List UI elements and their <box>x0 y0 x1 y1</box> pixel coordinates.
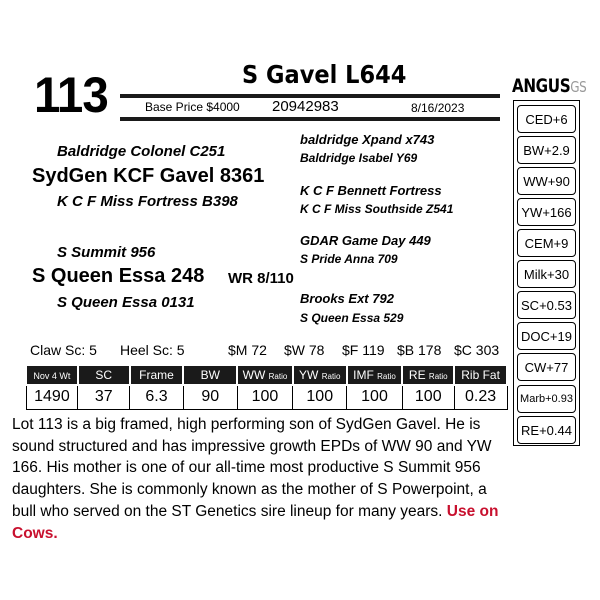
table-header-row <box>26 365 507 385</box>
pedigree-ds-dam: S Pride Anna 709 <box>300 252 398 266</box>
epd-re: RE+0.44 <box>517 416 576 444</box>
table-cell: 100 <box>237 385 293 409</box>
column-header-sub: Ratio <box>428 372 448 381</box>
epd-panel <box>513 100 580 446</box>
index-c: $C 303 <box>454 342 500 358</box>
epd-cw: CW+77 <box>517 353 576 381</box>
column-header <box>78 365 130 385</box>
column-header <box>130 365 184 385</box>
column-header-label: Nov 4 Wt <box>33 371 71 381</box>
pedigree-sd-dam: K C F Miss Southside Z541 <box>300 202 454 216</box>
table-cell: 100 <box>402 385 454 409</box>
column-header <box>183 365 237 385</box>
table-cell: 37 <box>78 385 130 409</box>
column-header-label: SC <box>95 368 113 382</box>
epd-cem: CEM+9 <box>517 229 576 257</box>
pedigree-sire: SydGen KCF Gavel 8361 <box>32 165 265 187</box>
sale-date: 8/16/2023 <box>411 101 465 115</box>
registration-number: 20942983 <box>272 98 339 115</box>
column-header <box>402 365 454 385</box>
pedigree-sd-sire: K C F Bennett Fortress <box>300 183 442 198</box>
epd-bw: BW+2.9 <box>517 136 576 164</box>
column-header-label: IMF <box>353 368 374 382</box>
epd-milk: Milk+30 <box>517 260 576 288</box>
column-header-label: BW <box>200 368 220 382</box>
index-b: $B 178 <box>397 342 442 358</box>
column-header <box>454 365 507 385</box>
table-row <box>26 385 507 409</box>
lot-description <box>12 414 510 544</box>
pedigree-dam: S Queen Essa 248 <box>32 265 205 287</box>
epd-yw: YW+166 <box>517 198 576 226</box>
description-text: Lot 113 is a big framed, high performing son of SydGen Gavel. He is sound structured and has impressive growth EPDs of WW 90 and YW 166. His mother is one of our all-time most productive S Summit 956 daughters. She is commonly known as the mother of S Powerpoint, a bull who served on the ST Genetics sire lineup for many years. <box>12 416 492 520</box>
column-header-label: Rib Fat <box>461 368 500 382</box>
animal-name: S Gavel L644 <box>242 60 407 89</box>
column-header-label: WW <box>242 368 266 382</box>
column-header-sub: Ratio <box>268 372 288 381</box>
angus-logo <box>512 75 586 97</box>
pedigree-sire-sire: Baldridge Colonel C251 <box>57 143 226 160</box>
weaning-ratio: WR 8/110 <box>228 270 294 287</box>
pedigree-dd-dam: S Queen Essa 529 <box>300 311 404 325</box>
pedigree-ss-dam: Baldridge Isabel Y69 <box>300 151 418 165</box>
index-f: $F 119 <box>342 342 385 358</box>
column-header <box>237 365 293 385</box>
pedigree-sire-dam: K C F Miss Fortress B398 <box>57 193 238 210</box>
column-header <box>26 365 78 385</box>
angus-logo-text: ANGUS <box>512 75 571 97</box>
table-cell: 1490 <box>26 385 78 409</box>
table-cell: 100 <box>293 385 347 409</box>
epd-ww: WW+90 <box>517 167 576 195</box>
pedigree-dam-sire: S Summit 956 <box>57 244 156 261</box>
table-cell: 6.3 <box>130 385 184 409</box>
use-recommendation: Use on Cows. <box>12 502 499 542</box>
lot-number: 113 <box>34 67 108 123</box>
angus-logo-suffix: GS <box>570 78 587 96</box>
header-rule-bottom <box>120 117 500 121</box>
epd-ced: CED+6 <box>517 105 576 133</box>
epd-sc: SC+0.53 <box>517 291 576 319</box>
claw-score: Claw Sc: 5 <box>30 342 97 358</box>
table-cell: 90 <box>183 385 237 409</box>
column-header-sub: Ratio <box>377 372 396 381</box>
column-header <box>347 365 403 385</box>
performance-table <box>25 364 508 410</box>
epd-doc: DOC+19 <box>517 322 576 350</box>
pedigree-ds-sire: GDAR Game Day 449 <box>300 233 431 248</box>
table-cell: 100 <box>347 385 403 409</box>
column-header <box>293 365 347 385</box>
table-cell: 0.23 <box>454 385 507 409</box>
base-price: Base Price $4000 <box>145 100 240 114</box>
pedigree-dd-sire: Brooks Ext 792 <box>300 291 394 306</box>
index-m: $M 72 <box>228 342 267 358</box>
column-header-sub: Ratio <box>321 372 341 381</box>
index-w: $W 78 <box>284 342 325 358</box>
epd-marb: Marb+0.93 <box>517 385 576 413</box>
pedigree-ss-sire: baldridge Xpand x743 <box>300 132 435 147</box>
heel-score: Heel Sc: 5 <box>120 342 185 358</box>
column-header-label: RE <box>408 368 426 382</box>
column-header-label: Frame <box>139 368 174 382</box>
pedigree-dam-dam: S Queen Essa 0131 <box>57 294 195 311</box>
column-header-label: YW <box>299 368 319 382</box>
